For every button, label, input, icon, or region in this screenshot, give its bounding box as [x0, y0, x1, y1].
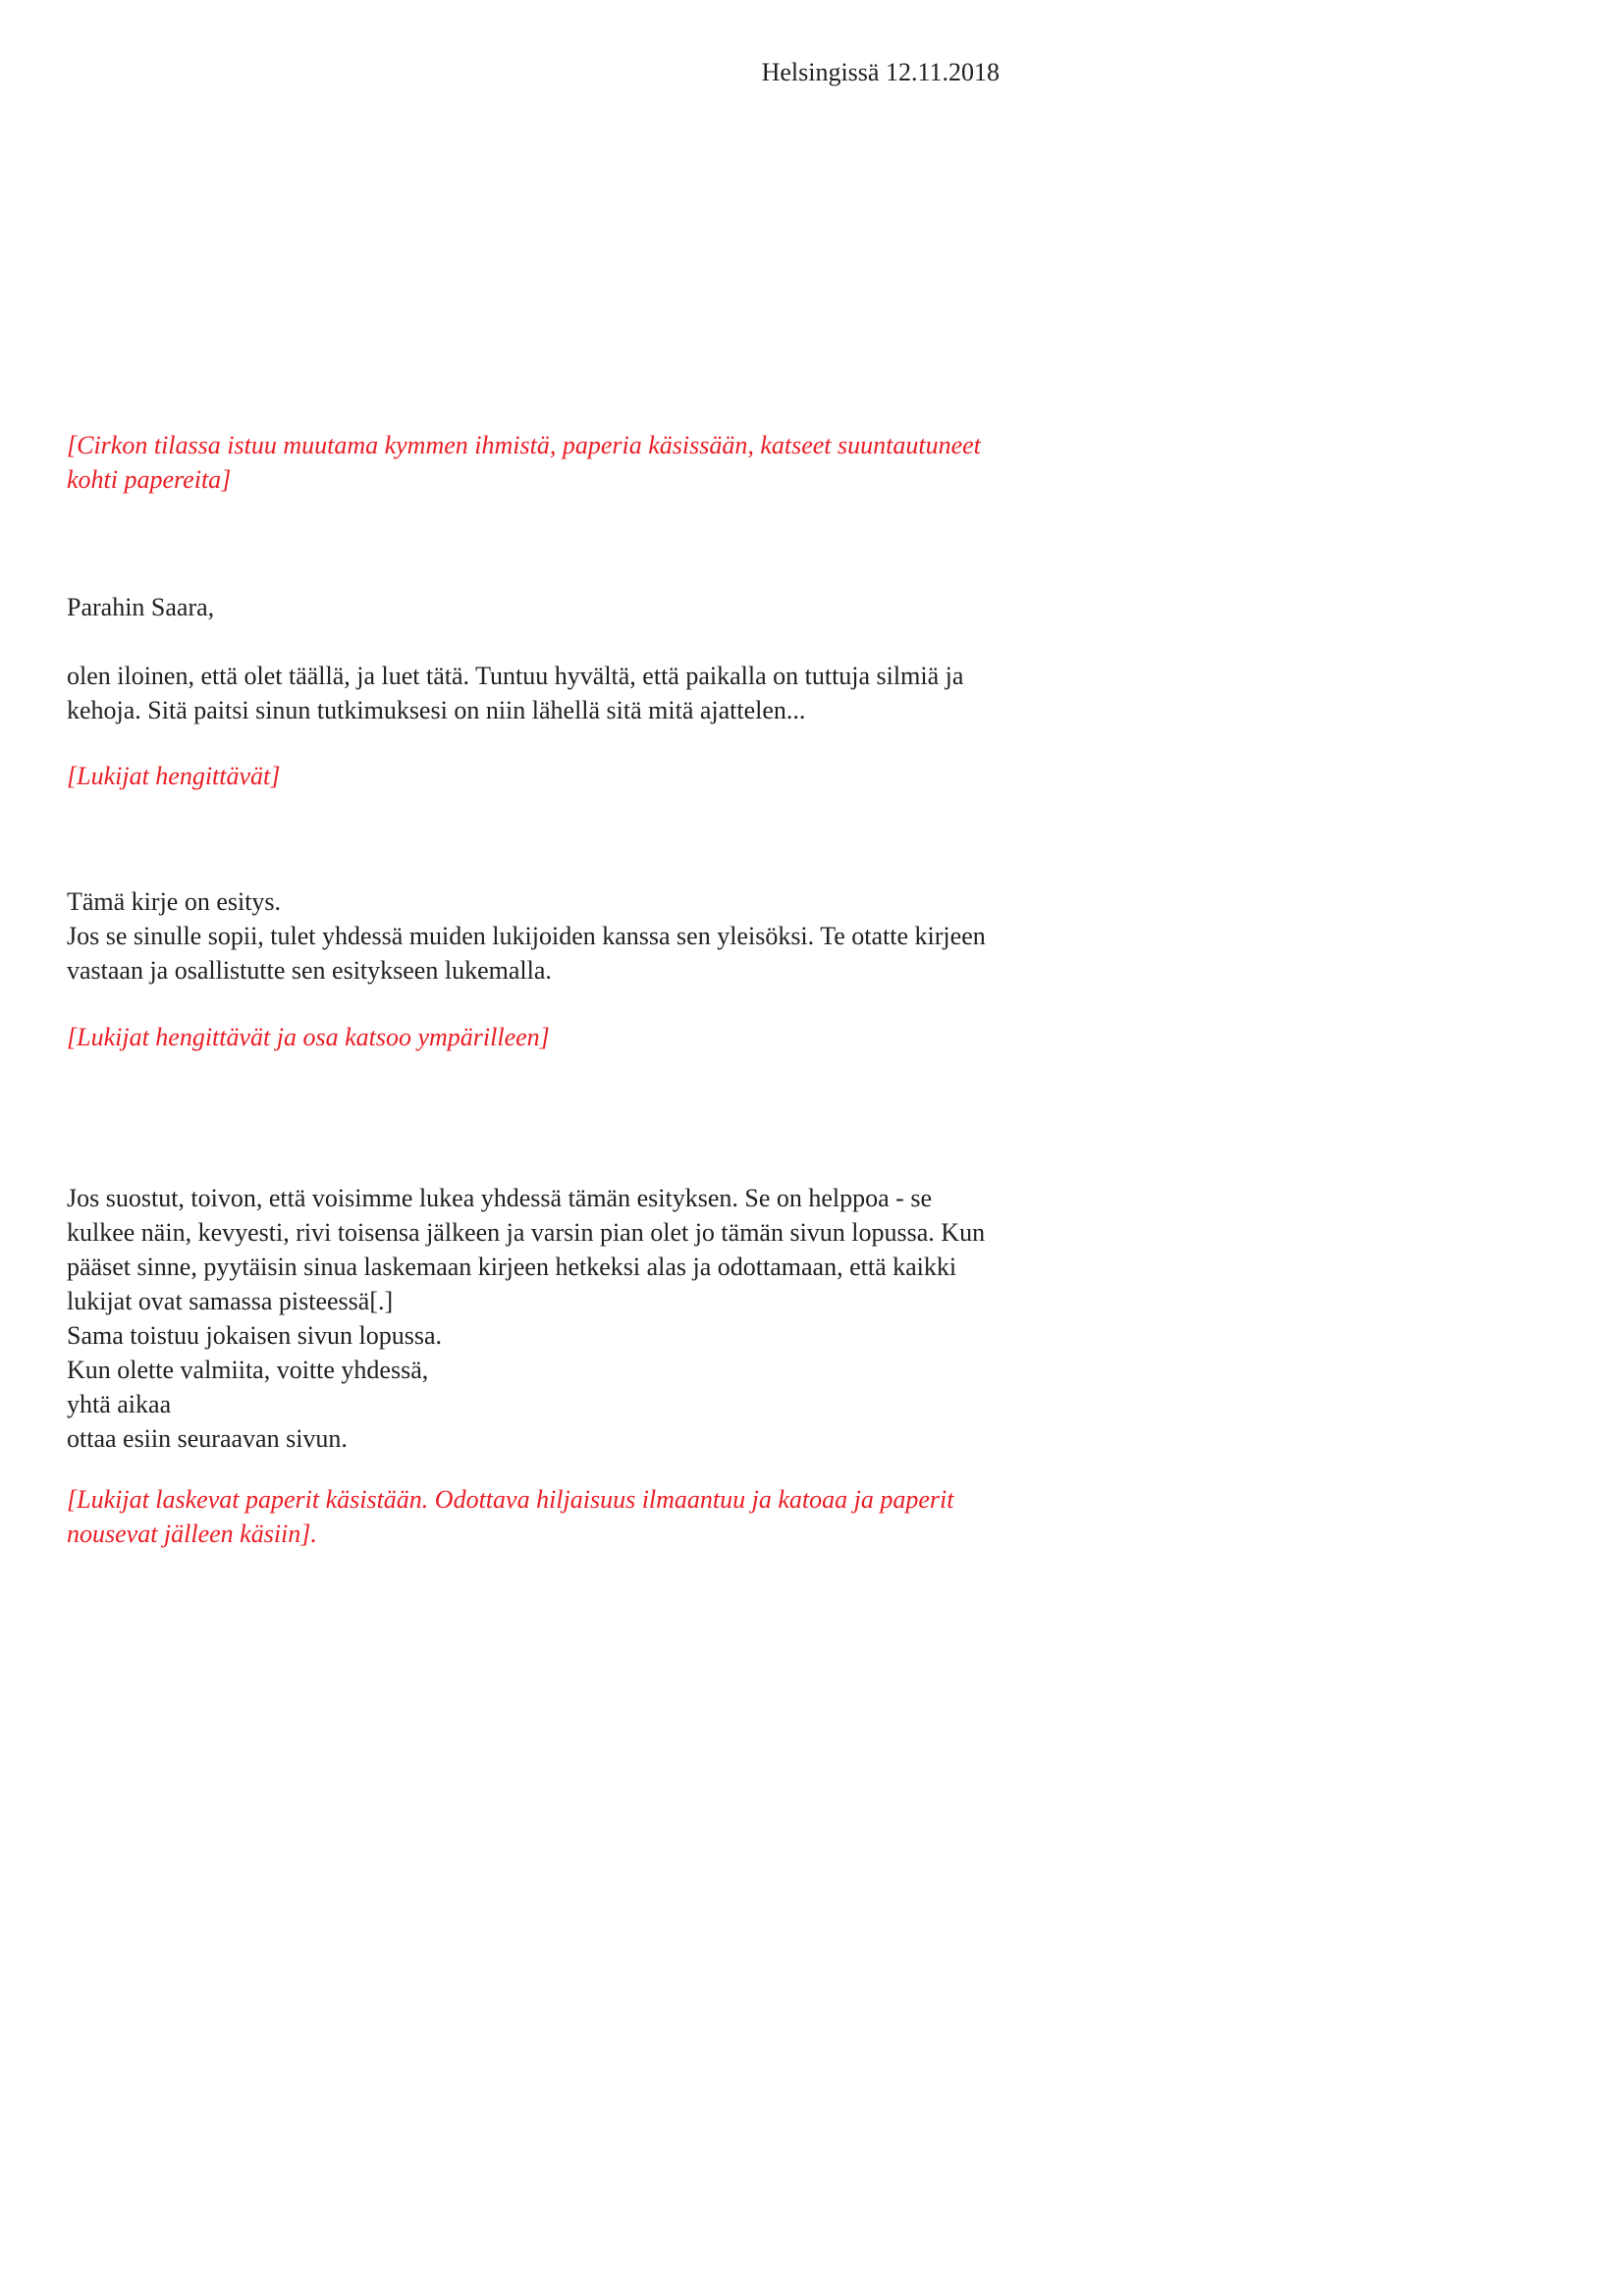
paragraph-3-line-6: yhtä aikaa	[67, 1390, 172, 1418]
dateline: Helsingissä 12.11.2018	[761, 58, 1000, 86]
salutation: Parahin Saara,	[67, 593, 215, 621]
stage-direction-3: [Lukijat hengittävät ja osa katsoo ympärilleen]	[67, 1023, 550, 1051]
stage-direction-1: [Cirkon tilassa istuu muutama kymmen ihmistä, paperia käsissään, katseet suuntautuneet kohti papereita]	[67, 431, 981, 494]
stage-direction-2: [Lukijat hengittävät]	[67, 762, 281, 790]
stage-direction-4: [Lukijat laskevat paperit käsistään. Odottava hiljaisuus ilmaantuu ja katoaa ja paperit nousevat jälleen käsiin].	[67, 1485, 954, 1548]
paragraph-2-rest: Jos se sinulle sopii, tulet yhdessä muiden lukijoiden kanssa sen yleisöksi. Te otatte kirjeen vastaan ja osallistutte sen esitykseen lukemalla.	[67, 922, 986, 985]
paragraph-3-line-5: Kun olette valmiita, voitte yhdessä,	[67, 1356, 429, 1384]
paragraph-2	[67, 884, 1000, 988]
paragraph-3	[67, 1181, 1000, 1456]
paragraph-3-line-7: ottaa esiin seuraavan sivun.	[67, 1424, 348, 1453]
paragraph-2-line-1: Tämä kirje on esitys.	[67, 887, 282, 916]
paragraph-1: olen iloinen, että olet täällä, ja luet tätä. Tuntuu hyvältä, että paikalla on tuttuja silmiä ja kehoja. Sitä paitsi sinun tutkimuksesi on niin lähellä sitä mitä ajattelen...	[67, 662, 964, 724]
paragraph-3-line-4: Sama toistuu jokaisen sivun lopussa.	[67, 1321, 443, 1350]
paragraph-3-wrapped: Jos suostut, toivon, että voisimme lukea yhdessä tämän esityksen. Se on helppoa - se kulkee näin, kevyesti, rivi toisensa jälkeen ja varsin pian olet jo tämän sivun lopussa. Kun pääset sinne, pyytäisin sinua laskemaan kirjeen hetkeksi alas ja odottamaan, että kaikki lukijat ovat samassa pisteessä[.]	[67, 1184, 986, 1315]
